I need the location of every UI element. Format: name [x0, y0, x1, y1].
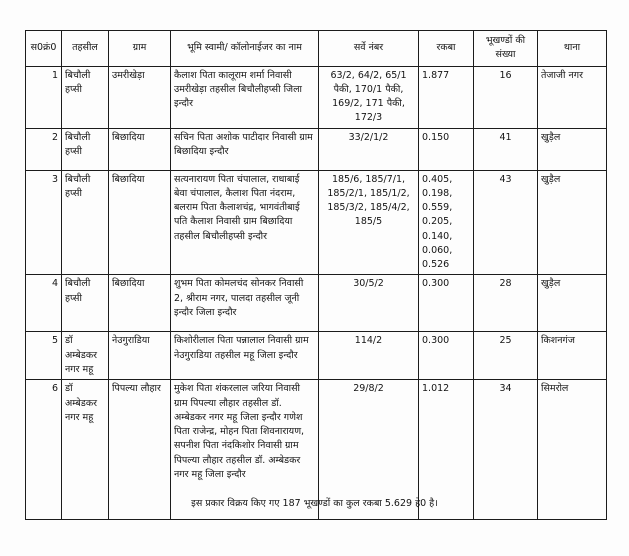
cell-plot-count: 41: [474, 128, 538, 170]
header-area: रकबा: [419, 31, 474, 67]
cell-owner-name: सत्यनारायण पिता चंपालाल, राधाबाई बेवा चंपालाल, कैलाश पिता नंदराम, बलराम पिता कैलाशचंद्र, भागवंतीबाई पति कैलाश निवासी ग्राम बिछादिया तहसील बिचौलीहप्सी इन्दौर: [171, 170, 319, 275]
header-tehsil: तहसील: [62, 31, 109, 67]
cell-survey-number: 114/2: [319, 332, 419, 380]
cell-police-station: खुड़ैल: [538, 128, 607, 170]
land-records-table: [25, 30, 607, 520]
cell-area: 0.405, 0.198, 0.559, 0.205, 0.140, 0.060, 0.526: [419, 170, 474, 275]
cell-tehsil: डॉ अम्बेडकर नगर महू: [62, 332, 109, 380]
cell-serial-number: 6: [26, 380, 62, 520]
cell-owner-name: किशोरीलाल पिता पन्नालाल निवासी ग्राम नेउगुराडिया तहसील महू जिला इन्दौर: [171, 332, 319, 380]
cell-area: 1.012: [419, 380, 474, 520]
cell-serial-number: 2: [26, 128, 62, 170]
header-police-station: थाना: [538, 31, 607, 67]
cell-village: बिछादिया: [109, 275, 171, 332]
table-row: [26, 128, 607, 170]
cell-survey-number: 29/8/2: [319, 380, 419, 520]
cell-village: नेउगुराडिया: [109, 332, 171, 380]
cell-tehsil: बिचौली हप्सी: [62, 275, 109, 332]
cell-plot-count: 28: [474, 275, 538, 332]
cell-village: उमरीखेड़ा: [109, 66, 171, 128]
cell-plot-count: 34: [474, 380, 538, 520]
cell-plot-count: 43: [474, 170, 538, 275]
total-plots-summary: इस प्रकार विक्रय किए गए 187 भूखण्डों का कुल रकबा 5.629 हे0 है।: [191, 498, 438, 509]
table-row: [26, 66, 607, 128]
cell-serial-number: 1: [26, 66, 62, 128]
cell-plot-count: 25: [474, 332, 538, 380]
cell-owner-name: कैलाश पिता कालूराम शर्मा निवासी उमरीखेड़ा तहसील बिचौलीहप्सी जिला इन्दौर: [171, 66, 319, 128]
cell-owner-name: शुभम पिता कोमलचंद सोनकर निवासी 2, श्रीराम नगर, पालदा तहसील जूनी इन्दौर जिला इन्दौर: [171, 275, 319, 332]
cell-police-station: खुड़ैल: [538, 275, 607, 332]
header-owner-name: भूमि स्वामी/ कॉलोनाईजर का नाम: [171, 31, 319, 67]
cell-survey-number: 30/5/2: [319, 275, 419, 332]
header-survey-number: सर्वे नंबर: [319, 31, 419, 67]
cell-serial-number: 5: [26, 332, 62, 380]
table-row: [26, 275, 607, 332]
cell-area: 1.877: [419, 66, 474, 128]
header-village: ग्राम: [109, 31, 171, 67]
table-row: [26, 332, 607, 380]
cell-police-station: किशनगंज: [538, 332, 607, 380]
cell-village: बिछादिया: [109, 170, 171, 275]
header-serial-number: स0क्रं0: [26, 31, 62, 67]
cell-tehsil: बिचौली हप्सी: [62, 66, 109, 128]
cell-owner-name: मुकेश पिता शंकरलाल जरिया निवासी ग्राम पिपल्या लौहार तहसील डॉ. अम्बेडकर नगर महू जिला इन्दौर गणेश पिता राजेन्द्र, मोहन पिता शिवनारायण, सपनीश पिता नंदकिशोर निवासी ग्राम पिपल्या लौहार तहसील डॉ. अम्बेडकर नगर महू जिला इन्दौर: [171, 380, 319, 520]
cell-survey-number: 185/6, 185/7/1, 185/2/1, 185/1/2, 185/3/2, 185/4/2, 185/5: [319, 170, 419, 275]
cell-survey-number: 63/2, 64/2, 65/1 पैकी, 170/1 पैकी, 169/2, 171 पैकी, 172/3: [319, 66, 419, 128]
cell-village: पिपल्या लौहार: [109, 380, 171, 520]
cell-tehsil: बिचौली हप्सी: [62, 170, 109, 275]
cell-area: 0.300: [419, 275, 474, 332]
cell-tehsil: डॉ अम्बेडकर नगर महू: [62, 380, 109, 520]
header-plot-count: भूखण्डों की संख्या: [474, 31, 538, 67]
table-row: [26, 170, 607, 275]
cell-police-station: सिमरोल: [538, 380, 607, 520]
cell-police-station: तेजाजी नगर: [538, 66, 607, 128]
cell-serial-number: 3: [26, 170, 62, 275]
cell-area: 0.150: [419, 128, 474, 170]
cell-area: 0.300: [419, 332, 474, 380]
cell-tehsil: बिचौली हप्सी: [62, 128, 109, 170]
cell-owner-name: सचिन पिता अशोक पाटीदार निवासी ग्राम बिछादिया इन्दौर: [171, 128, 319, 170]
cell-plot-count: 16: [474, 66, 538, 128]
cell-village: बिछादिया: [109, 128, 171, 170]
cell-survey-number: 33/2/1/2: [319, 128, 419, 170]
cell-police-station: खुड़ैल: [538, 170, 607, 275]
table-header-row: [26, 31, 607, 67]
cell-serial-number: 4: [26, 275, 62, 332]
